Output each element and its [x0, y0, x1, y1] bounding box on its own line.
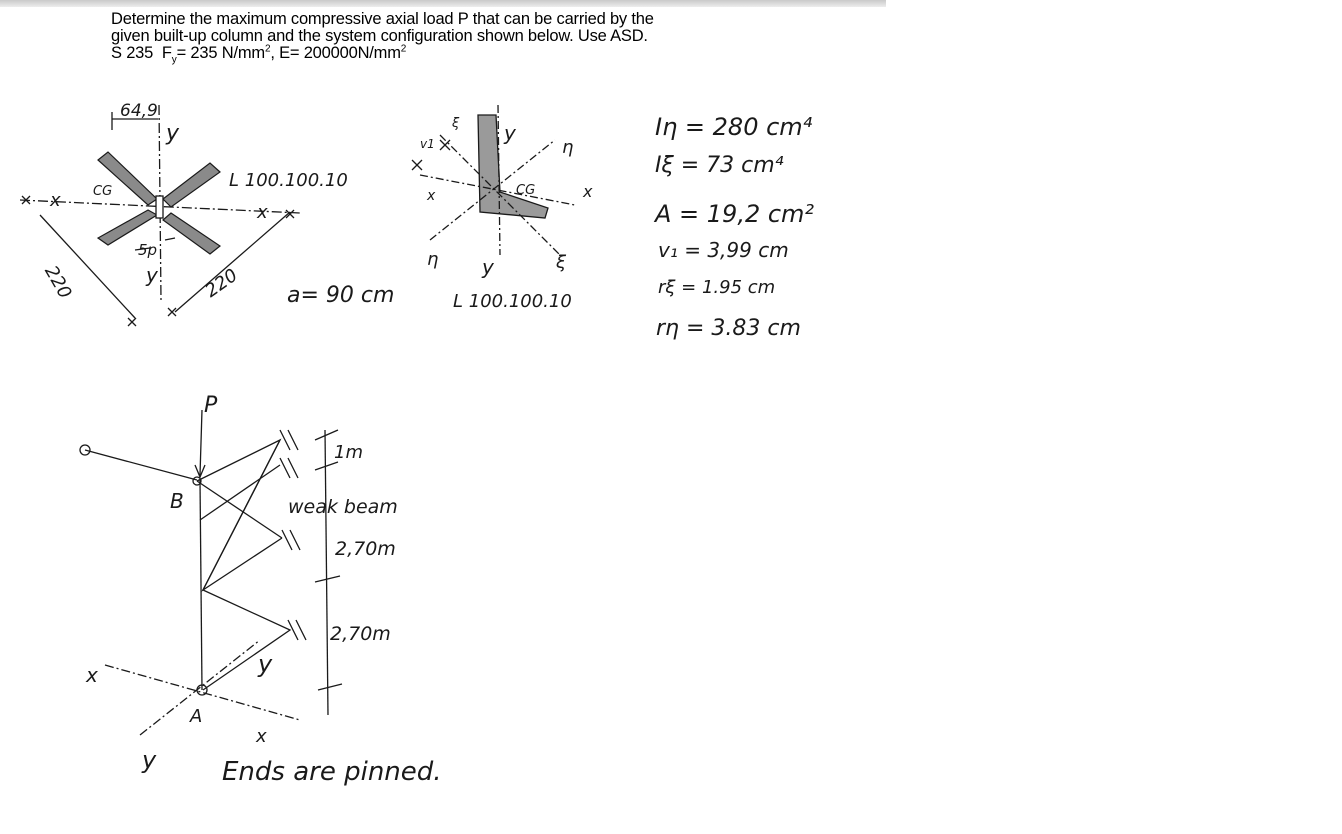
angle-cg-label: CG: [516, 183, 536, 198]
angle-y-label-bottom: y: [482, 255, 494, 279]
y-axis-label-bottom: y: [146, 263, 158, 287]
diagonal-brace: [197, 481, 282, 538]
eta-label-bottom: η: [427, 249, 439, 270]
dim-1-label: 1m: [334, 442, 363, 463]
support-hatch: [282, 530, 300, 550]
problem-line-2: given built-up column and the system configuration shown below. Use ASD.: [111, 27, 648, 45]
x-axis-label-left: x: [86, 663, 98, 687]
prop-r-eta: rη = 3.83 cm: [656, 316, 801, 341]
support-hatch: [280, 458, 298, 478]
y-axis-label-upper: y: [258, 650, 273, 678]
diagonal-brace: [203, 440, 280, 590]
cg-label: CG: [93, 184, 113, 199]
system-sketch: [80, 410, 342, 735]
dim-ticks: [315, 430, 342, 690]
xi-label: ξ: [452, 116, 460, 131]
section-label: L 100.100.10: [229, 170, 348, 191]
angle-leg-sw: [98, 210, 157, 245]
dim-2-label: 2,70m: [335, 538, 396, 560]
x-axis-label-right: x: [257, 202, 268, 223]
e-exponent: 2: [400, 43, 407, 55]
dim-3-label: 2,70m: [330, 623, 391, 645]
dim-top-label: 64,9: [120, 101, 158, 121]
node-a-label: A: [190, 706, 203, 727]
spacing-label: a= 90 cm: [287, 283, 395, 308]
asterisk-marker: [128, 318, 136, 326]
angle-section-label: L 100.100.10: [453, 291, 572, 312]
prop-r-xi: rξ = 1.95 cm: [658, 277, 776, 298]
e-value: , E= 200000N/mm: [270, 44, 401, 62]
material-grade: S 235: [111, 44, 154, 62]
angle-x-label-left: x: [427, 188, 436, 204]
support-hatch: [280, 430, 298, 450]
angle-leg-ne: [163, 163, 220, 207]
fy-subscript: y: [171, 54, 177, 66]
asterisk-marker: [412, 160, 422, 170]
v1-label: v1: [420, 137, 435, 151]
dim-left-label: 220: [40, 262, 76, 303]
fy-value: = 235 N/mm: [176, 44, 265, 62]
fy-symbol: F: [161, 44, 172, 62]
load-arrow: [200, 410, 202, 475]
y-axis-label-top: y: [166, 121, 180, 146]
xi-label-bottom: ξ: [556, 252, 567, 273]
x-axis-label: x: [50, 190, 61, 211]
x-axis-label-lower: x: [256, 726, 267, 747]
fy-exponent: 2: [264, 43, 271, 55]
column-line: [200, 480, 202, 690]
angle-y-label-top: y: [504, 121, 516, 145]
prop-v1: v₁ = 3,99 cm: [658, 238, 789, 262]
angle-sketch: [412, 105, 575, 255]
y-axis-label-lower: y: [142, 746, 157, 774]
problem-line-1: Determine the maximum compressive axial load P that can be carried by the: [111, 10, 654, 28]
plate-label: 5p: [138, 241, 158, 259]
dim-right-label: 220: [201, 264, 242, 302]
height-dim-line: [325, 430, 328, 715]
end-condition-note: Ends are pinned.: [222, 757, 442, 787]
prop-i-eta: Iη = 280 cm⁴: [655, 113, 813, 141]
prop-i-xi: Iξ = 73 cm⁴: [655, 153, 784, 178]
eta-label-top: η: [562, 137, 574, 158]
node-b-label: B: [170, 489, 184, 513]
angle-leg-se: [163, 213, 220, 254]
angle-x-label-right: x: [583, 182, 593, 201]
batten-plate: [156, 196, 163, 218]
asterisk-marker: [440, 140, 450, 150]
tie-line: [85, 450, 197, 480]
asterisk-marker: [168, 308, 176, 316]
prop-area: A = 19,2 cm²: [655, 200, 815, 228]
weak-beam-label: weak beam: [288, 496, 398, 518]
load-label: P: [204, 393, 218, 418]
